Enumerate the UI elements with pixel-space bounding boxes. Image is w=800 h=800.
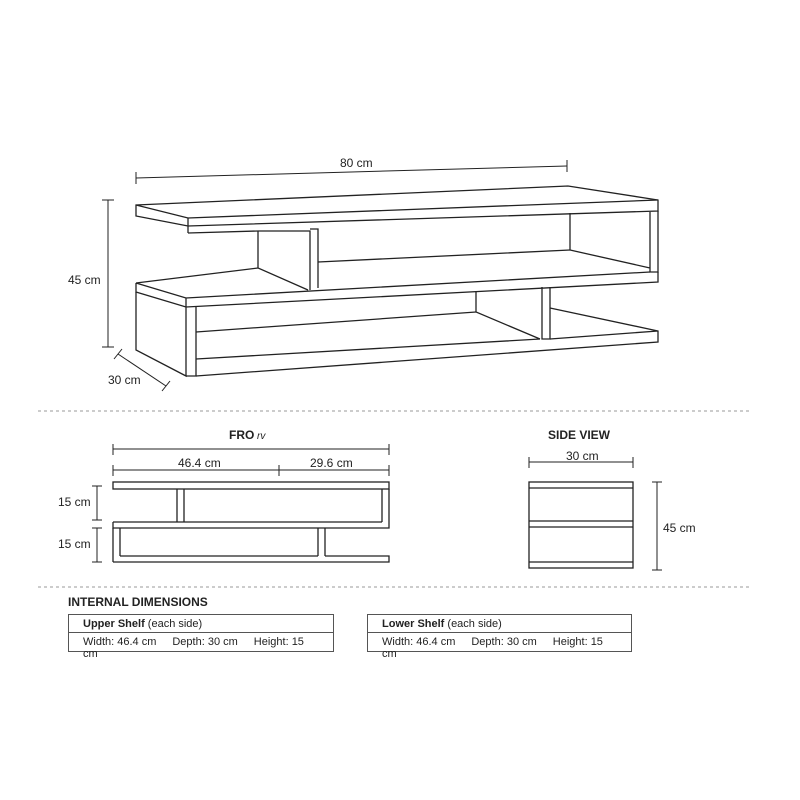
lower-shelf-height: Height: 15 cm (382, 636, 603, 660)
upper-shelf-height: Height: 15 cm (83, 636, 304, 660)
iso-lower-partition (476, 287, 550, 339)
side-depth-label: 30 cm (566, 449, 599, 463)
upper-shelf-box (68, 614, 334, 660)
upper-shelf-note: (each side) (144, 618, 203, 630)
front-lower-height-label: 15 cm (58, 537, 91, 551)
side-height-label: 45 cm (663, 521, 696, 535)
isometric-view (102, 160, 658, 391)
iso-top-slab (136, 186, 658, 226)
internal-dimensions-heading: INTERNAL DIMENSIONS (68, 595, 208, 609)
front-left-width-label: 46.4 cm (178, 456, 221, 470)
lower-shelf-header (368, 615, 631, 633)
side-view-dimensions (529, 457, 662, 570)
upper-shelf-width: Width: 46.4 cm (83, 636, 157, 648)
front-upper-height-label: 15 cm (58, 495, 91, 509)
lower-shelf-note: (each side) (444, 618, 502, 630)
iso-depth-label: 30 cm (108, 373, 141, 387)
lower-shelf-values (368, 633, 631, 660)
iso-bottom-slab (196, 308, 658, 376)
front-view-title (229, 428, 266, 442)
upper-shelf-depth: Depth: 30 cm (172, 636, 238, 648)
iso-height-label: 45 cm (68, 273, 101, 287)
front-view-drawing (113, 482, 389, 562)
svg-text:FRO: FRO (229, 428, 255, 442)
iso-upper-partition-left (258, 231, 310, 290)
lower-shelf-box (367, 614, 632, 660)
iso-middle-slab (136, 268, 658, 307)
upper-shelf-values (69, 633, 333, 660)
side-view-title: SIDE VIEW (548, 428, 611, 442)
lower-shelf-width: Width: 46.4 cm (382, 636, 456, 648)
svg-text:rv: rv (257, 431, 266, 442)
upper-shelf-header (69, 615, 333, 633)
iso-upper-partition-right (570, 211, 658, 272)
upper-shelf-title: Upper Shelf (83, 618, 145, 630)
side-view-drawing (529, 482, 633, 568)
front-right-width-label: 29.6 cm (310, 456, 353, 470)
iso-width-label: 80 cm (340, 156, 373, 170)
lower-shelf-title: Lower Shelf (382, 618, 445, 630)
lower-shelf-depth: Depth: 30 cm (471, 636, 537, 648)
